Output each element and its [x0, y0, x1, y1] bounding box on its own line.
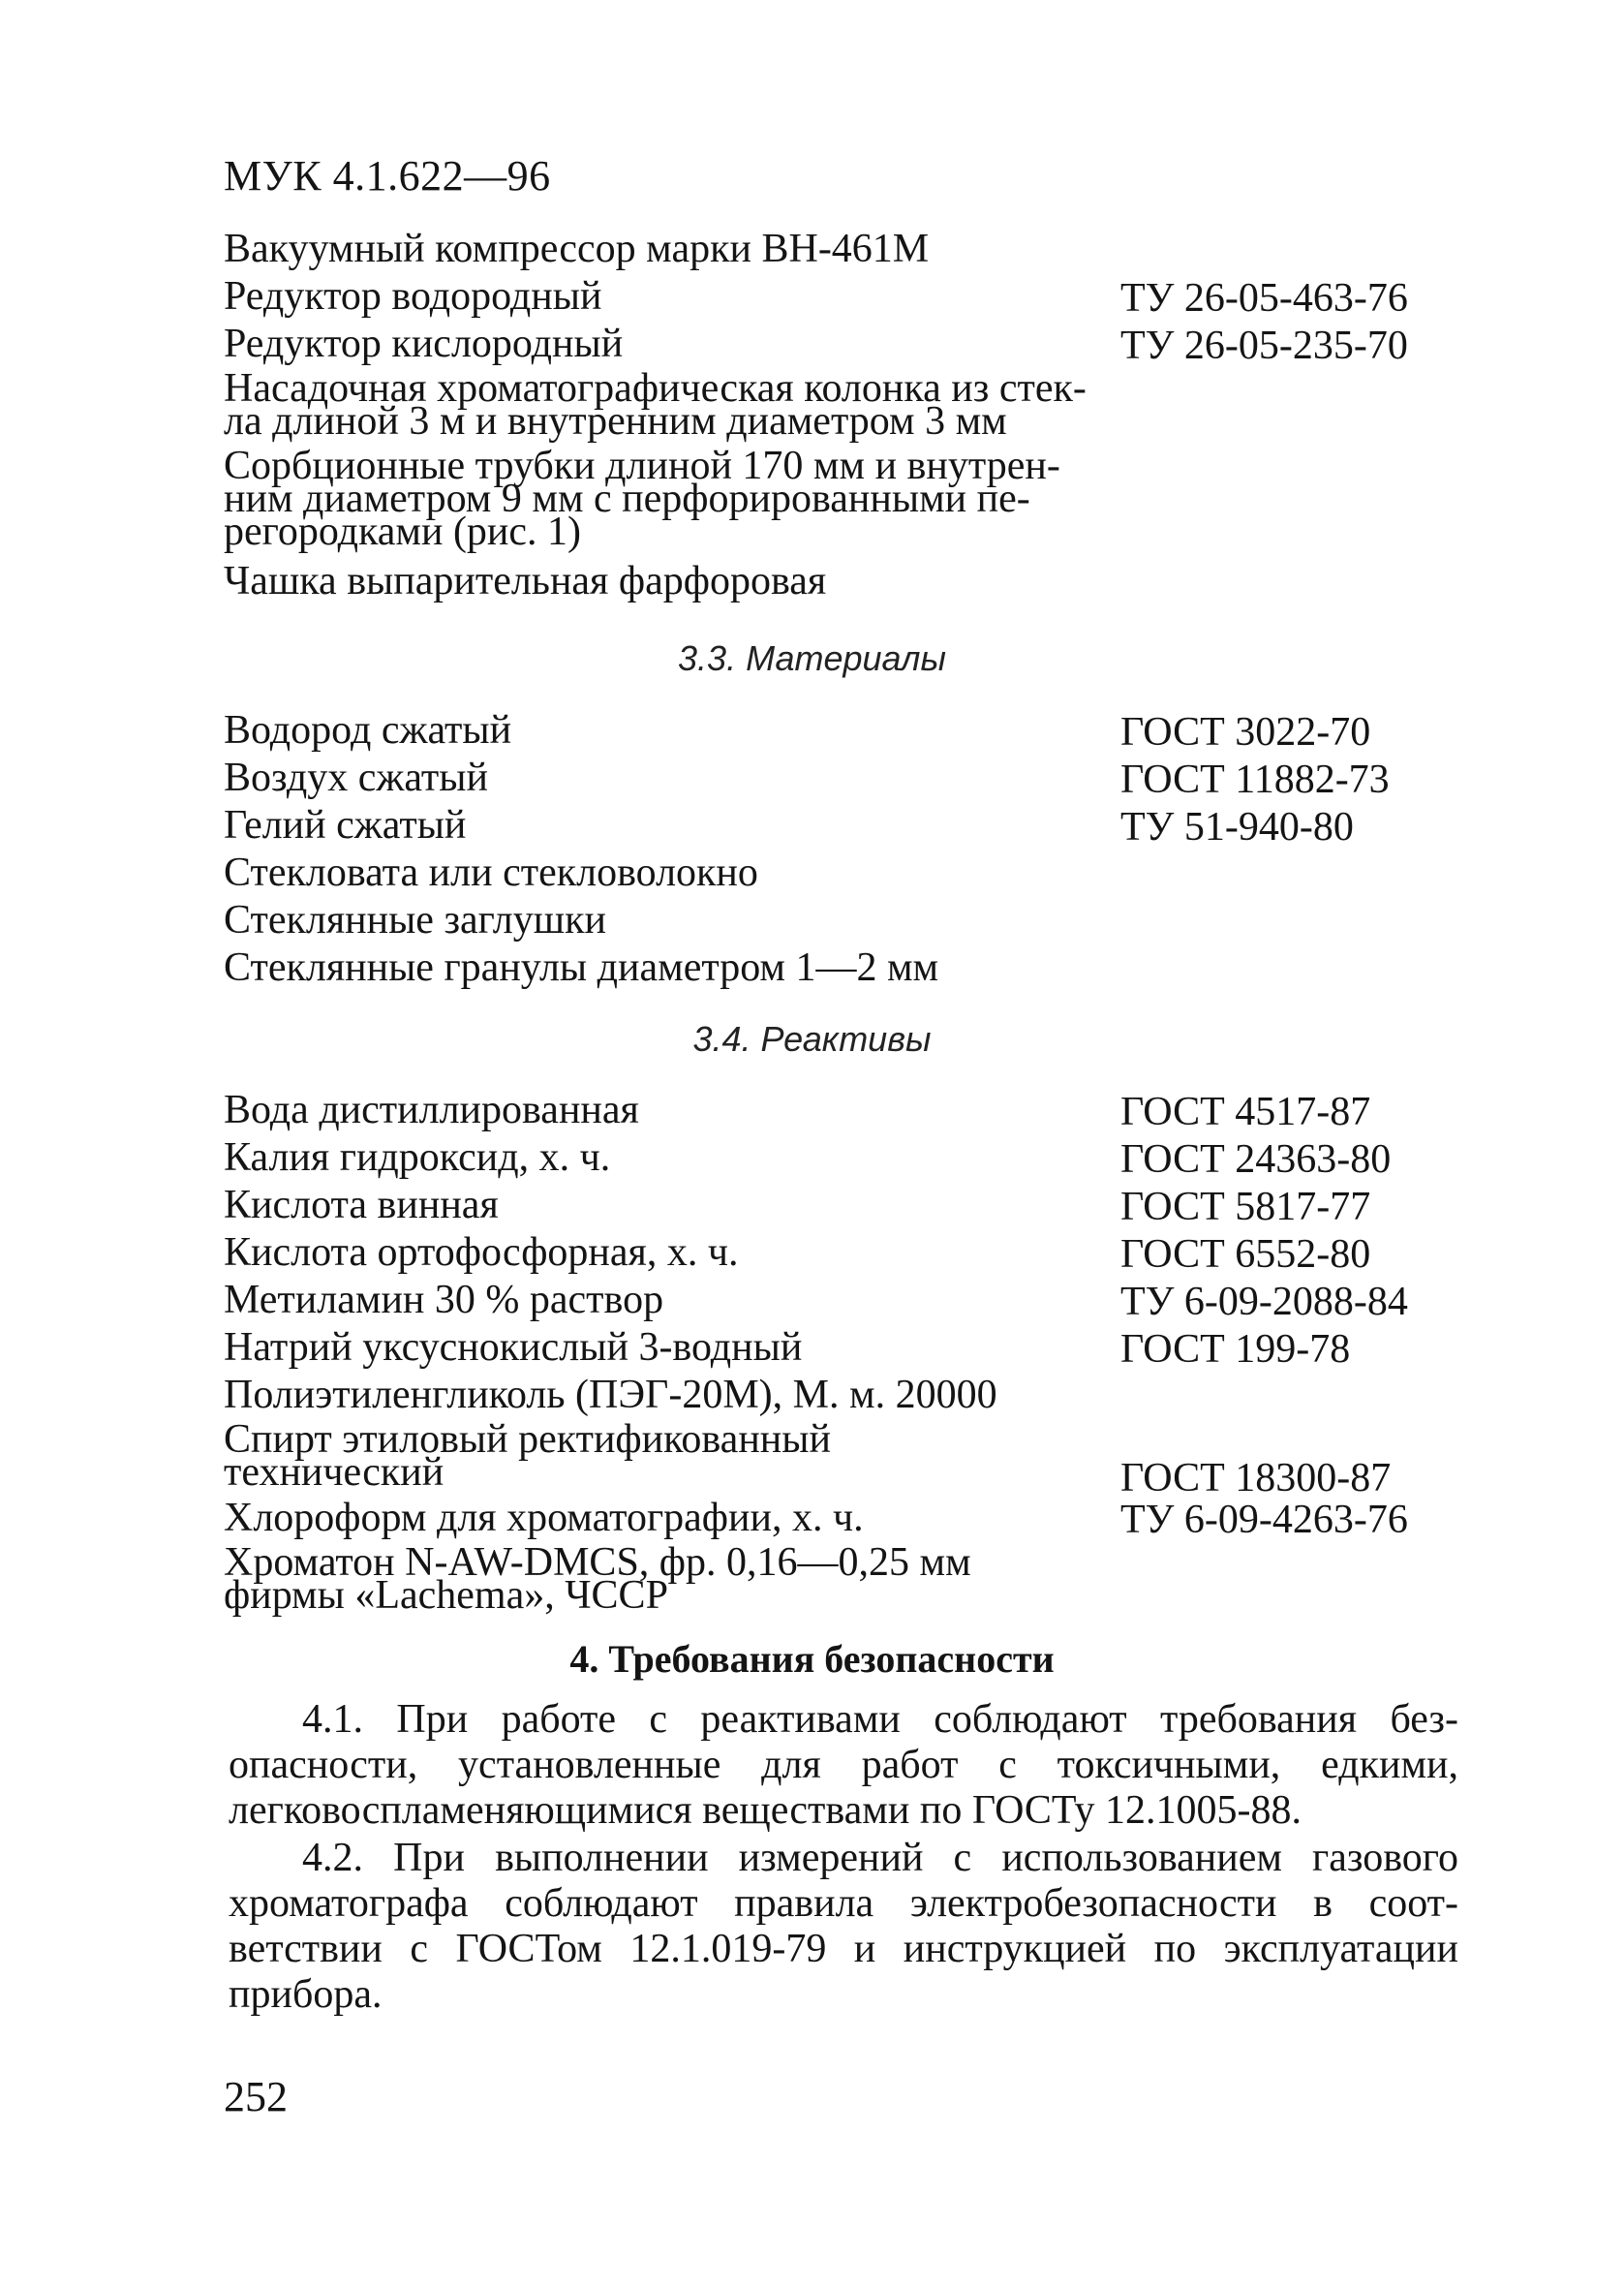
list-item: [224, 274, 1454, 325]
item-name: Калия гидроксид, х. ч.: [224, 1135, 611, 1180]
list-item: [224, 1540, 1454, 1624]
list-item: [224, 366, 1454, 449]
list-item: [224, 1183, 1454, 1233]
item-standard: ГОСТ 18300-87: [1120, 1456, 1392, 1500]
list-item: [224, 708, 1454, 758]
item-standard: ГОСТ 24363-80: [1120, 1137, 1392, 1182]
item-standard: ТУ 6-09-2088-84: [1120, 1280, 1408, 1324]
item-standard: ТУ 51-940-80: [1120, 805, 1354, 850]
item-name: Сорбционные трубки длиной 170 мм и внутрен- ним диаметром 9 мм с перфорированными пе- регородками (рис. 1): [224, 444, 1060, 554]
reagents-list: [224, 1088, 1454, 1624]
list-item: [224, 1230, 1454, 1281]
equipment-list: [224, 227, 1454, 609]
item-name: Вакуумный компрессор марки ВН-461М: [224, 227, 930, 271]
list-item: [224, 1135, 1454, 1186]
list-item: [224, 1496, 1454, 1546]
list-item: [224, 444, 1454, 562]
list-item: [224, 559, 1454, 609]
item-name: Редуктор кислородный: [224, 322, 624, 366]
safety-paragraph-4-1: 4.1. При работе с реактивами соблюдают требования без-опасности, установленные для работ с токсичными, едкими, легковоспламеняющимися веществами по ГОСТу 12.1005-88.: [229, 1697, 1458, 1833]
document-code-header: МУК 4.1.622—96: [224, 152, 551, 200]
reagents-heading: 3.4. Реактивы: [692, 1019, 932, 1059]
item-name: Насадочная хроматографическая колонка из стек- ла длиной 3 м и внутренним диаметром 3 мм: [224, 366, 1087, 444]
item-name: Гелий сжатый: [224, 803, 467, 848]
page-number: 252: [224, 2073, 288, 2120]
list-item: [224, 898, 1454, 948]
item-name: Хроматон N-AW-DMCS, фр. 0,16—0,25 мм фирмы «Lachema», ЧССР: [224, 1540, 971, 1618]
materials-heading: 3.3. Материалы: [678, 638, 946, 678]
item-name: Стекловата или стекловолокно: [224, 851, 758, 895]
item-name: Метиламин 30 % раствор: [224, 1278, 664, 1322]
list-item: [224, 1088, 1454, 1138]
list-item: [224, 1278, 1454, 1328]
item-name: Кислота винная: [224, 1183, 499, 1227]
item-name: Чашка выпарительная фарфоровая: [224, 559, 827, 603]
item-name: Стеклянные заглушки: [224, 898, 606, 943]
item-standard: ГОСТ 11882-73: [1120, 758, 1390, 802]
list-item: [224, 853, 1454, 901]
list-item: [224, 945, 1454, 996]
item-standard: ГОСТ 3022-70: [1120, 710, 1371, 755]
item-name: Спирт этиловый ректификованный технический: [224, 1417, 831, 1495]
list-item: [224, 1373, 1454, 1423]
item-name: Редуктор водородный: [224, 274, 602, 319]
item-standard: ТУ 26-05-463-76: [1120, 276, 1408, 321]
item-name: Воздух сжатый: [224, 756, 488, 800]
item-standard: ТУ 6-09-4263-76: [1120, 1498, 1408, 1542]
item-name: Водород сжатый: [224, 708, 512, 753]
list-item: [224, 803, 1454, 853]
item-standard: ТУ 26-05-235-70: [1120, 324, 1408, 368]
list-item: [224, 322, 1454, 372]
list-item: [224, 1417, 1454, 1500]
item-name: Натрий уксуснокислый 3-водный: [224, 1325, 803, 1370]
item-name: Кислота ортофосфорная, х. ч.: [224, 1230, 739, 1275]
item-standard: ГОСТ 4517-87: [1120, 1090, 1371, 1134]
list-item: [224, 1325, 1454, 1376]
item-name: Хлороформ для хроматографии, х. ч.: [224, 1496, 864, 1540]
list-item: [224, 227, 1454, 277]
safety-heading: 4. Требования безопасности: [569, 1637, 1055, 1681]
list-item: [224, 758, 1454, 806]
item-standard: ГОСТ 5817-77: [1120, 1185, 1371, 1229]
item-name: Вода дистиллированная: [224, 1088, 639, 1132]
item-name: Стеклянные гранулы диаметром 1—2 мм: [224, 945, 939, 990]
item-standard: ГОСТ 6552-80: [1120, 1232, 1371, 1277]
safety-paragraph-4-2: 4.2. При выполнении измерений с использованием газового хроматографа соблюдают правила электробезопасности в соот-ветствии с ГОСТом 12.1.019-79 и инструкцией по эксплуатации прибора.: [229, 1836, 1458, 2017]
item-name: Полиэтиленгликоль (ПЭГ-20М), М. м. 20000: [224, 1373, 997, 1417]
item-standard: ГОСТ 199-78: [1120, 1327, 1351, 1372]
materials-list: [224, 708, 1454, 996]
